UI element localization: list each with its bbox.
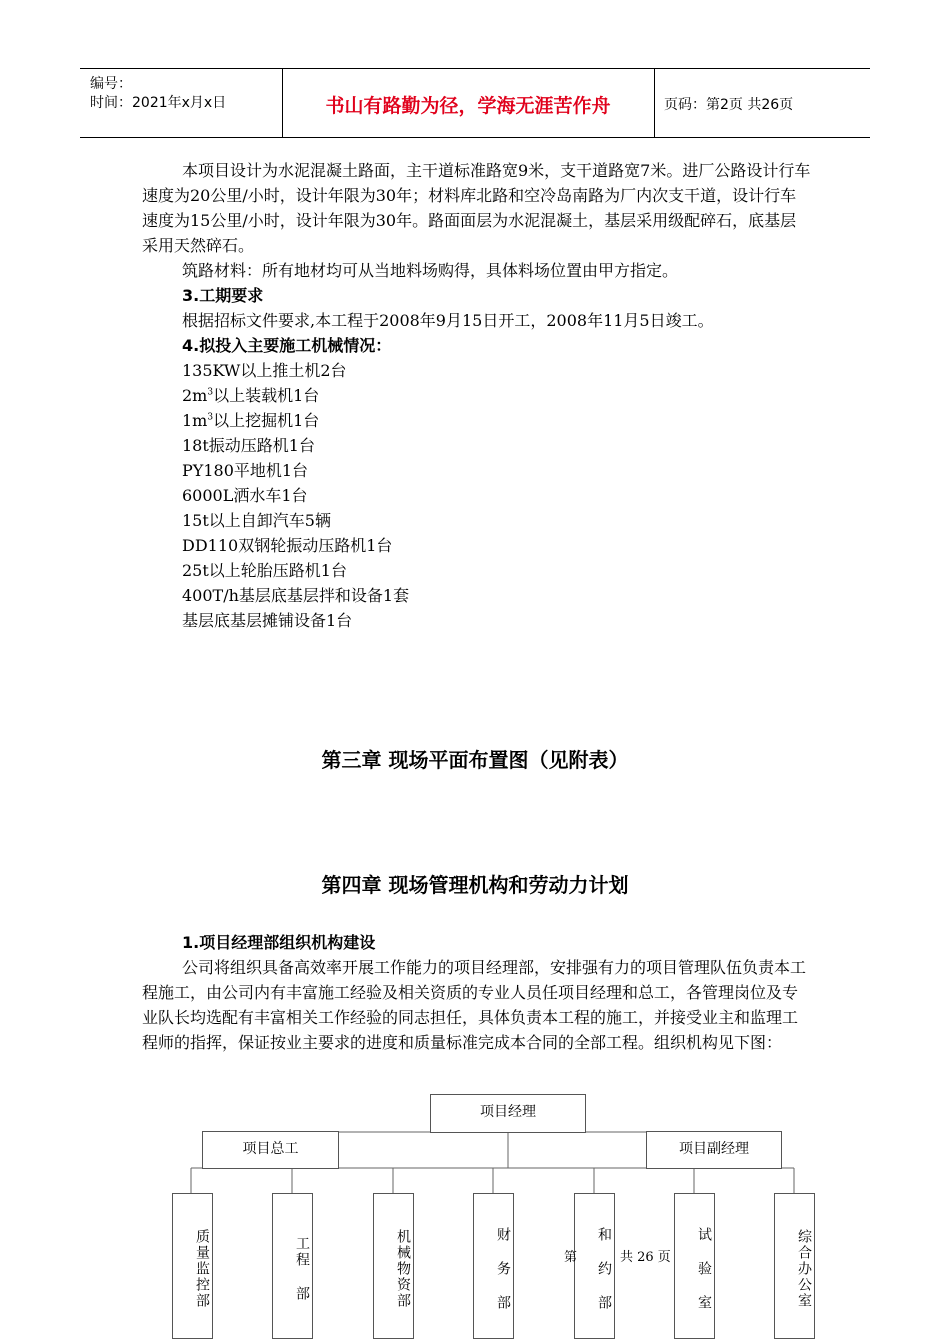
equipment-item: 15t以上自卸汽车5辆 [182,511,331,530]
org-dept-office: 综合办公室 [774,1193,815,1339]
equipment-text: 1m [182,411,208,430]
org-dept-contract: 和 约 部 [574,1193,615,1339]
equipment-text: 以上挖掘机1台 [213,411,320,430]
section-heading: 1.项目经理部组织机构建设 [182,933,376,952]
equipment-item: 135KW以上推土机2台 [182,361,347,380]
superscript: 3 [207,387,214,398]
org-dept-engineering: 工程 部 [272,1193,313,1339]
equipment-text: 以上装载机1台 [213,386,320,405]
number-label: 编号： [90,76,132,92]
page-info: 页码：第2页 共26页 [664,97,794,113]
org-dept-finance: 财 务 部 [473,1193,514,1339]
paragraph: 筑路材料：所有地材均可从当地料场购得，具体料场位置由甲方指定。 [182,261,679,280]
equipment-text: 2m [182,386,208,405]
org-box-chief-engineer: 项目总工 [202,1131,339,1169]
paragraph: 公司将组织具备高效率开展工作能力的项目经理部，安排强有力的项目管理队伍负责本工程施工，由公司内有丰富施工经验及相关资质的专业人员任项目经理和总工，各管理岗位及专业队长均选配有丰富相关工作经验的同志担任，具体负责本工程的施工，并接受业主和监理工程师的指挥，保证按业主要求的进度和质量标准完成本合同的全部工程。组织机构见下图： [142,958,807,1052]
org-box-deputy-manager: 项目副经理 [646,1131,782,1169]
org-dept-quality: 质量监控部 [172,1193,213,1339]
chapter-heading: 第三章 现场平面布置图（见附表） [321,748,629,772]
equipment-item: PY180平地机1台 [182,461,309,480]
equipment-item: DD110双钢轮振动压路机1台 [182,536,393,555]
section-heading: 4.拟投入主要施工机械情况： [182,336,392,355]
paragraph: 根据招标文件要求,本工程于2008年9月15日开工，2008年11月5日竣工。 [182,311,714,330]
footer-page-total: 共 26 页 [620,1250,671,1265]
footer-page-left: 第 [564,1250,578,1265]
equipment-item: 400T/h基层底基层拌和设备1套 [182,586,410,605]
paragraph: 本项目设计为水泥混凝土路面，主干道标准路宽9米，支干道路宽7米。进厂公路设计行车速度为20公里/小时，设计年限为30年；材料库北路和空冷岛南路为厂内次支干道，设计行车速度为15公里/小时，设计年限为30年。路面面层为水泥混凝土，基层采用级配碎石，底基层采用天然碎石。 [142,161,811,255]
org-dept-machinery: 机械物资部 [373,1193,414,1339]
equipment-item: 25t以上轮胎压路机1台 [182,561,347,580]
time-label: 时间：2021年x月x日 [90,95,227,111]
equipment-item: 6000L洒水车1台 [182,486,308,505]
superscript: 3 [207,412,214,423]
org-box-project-manager: 项目经理 [430,1094,586,1133]
org-dept-lab: 试 验 室 [674,1193,715,1339]
motto: 书山有路勤为径，学海无涯苦作舟 [325,95,611,117]
equipment-item: 基层底基层摊铺设备1台 [182,611,353,630]
chapter-heading: 第四章 现场管理机构和劳动力计划 [321,873,629,897]
section-heading: 3.工期要求 [182,286,264,305]
equipment-item: 18t振动压路机1台 [182,436,315,455]
